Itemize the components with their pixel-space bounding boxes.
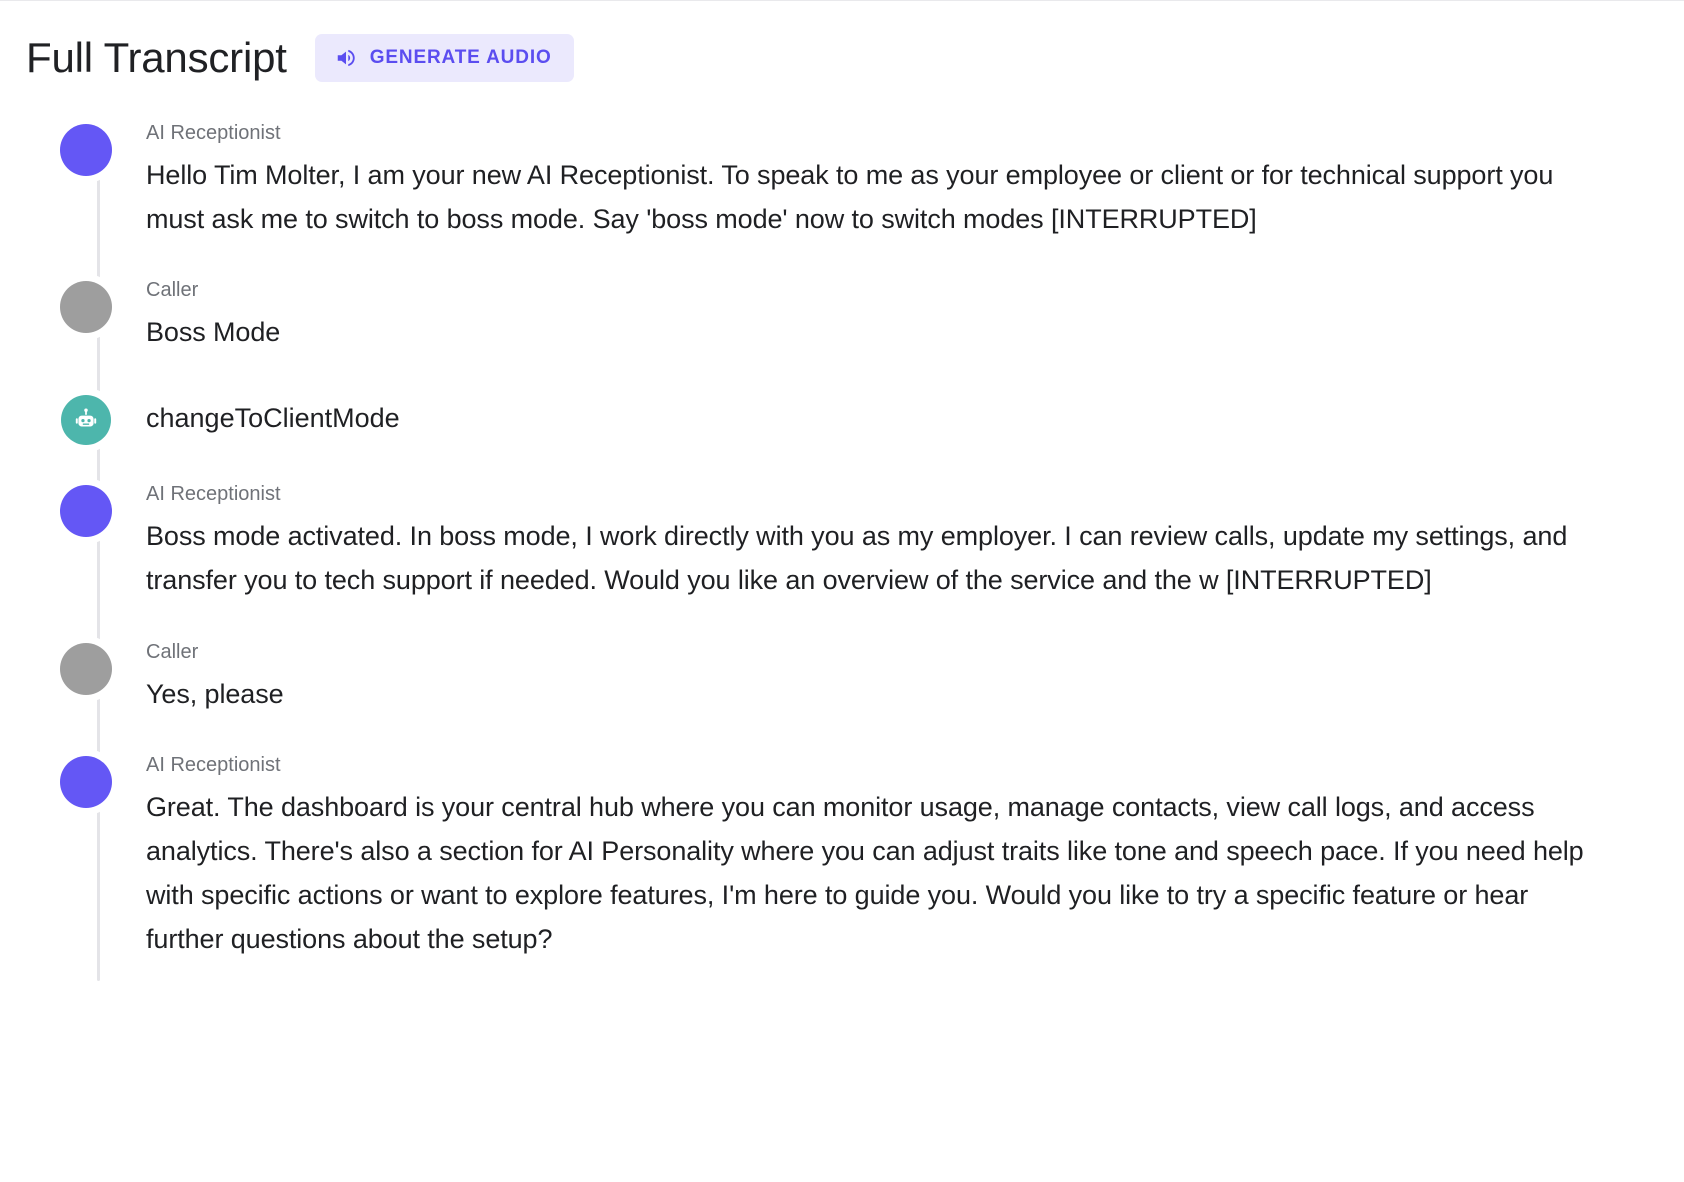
- timeline-marker: [26, 389, 146, 445]
- tool-call-name: changeToClientMode: [146, 403, 400, 434]
- caller-avatar-dot: [60, 643, 112, 695]
- robot-icon: [61, 395, 111, 445]
- entry-body: [146, 118, 1684, 241]
- entry-message: Boss mode activated. In boss mode, I work directly with you as my employer. I can review calls, update my settings, and transfer you to tech support if needed. Would you like an overview of the service and the w [INTERRUPTED]: [146, 521, 1568, 595]
- top-divider: [0, 0, 1684, 1]
- transcript-entry: [26, 750, 1684, 961]
- assistant-avatar-dot: [60, 485, 112, 537]
- entry-body: [146, 275, 1684, 355]
- assistant-avatar-dot: [60, 756, 112, 808]
- transcript-timeline: [0, 118, 1684, 961]
- entry-speaker: Caller: [146, 279, 199, 302]
- entry-body: [146, 479, 1684, 602]
- entry-message: Yes, please: [146, 678, 284, 709]
- speaker-icon: [335, 47, 357, 69]
- entry-body: [146, 750, 1684, 961]
- entry-message: Great. The dashboard is your central hub where you can monitor usage, manage contacts, view call logs, and access analytics. There's also a section for AI Personality where you can adjust traits like tone and speech pace. If you need help with specific actions or want to explore features, I'm here to guide you. Would you like to try a specific feature or hear further questions about the setup?: [146, 792, 1584, 954]
- entry-body: [146, 637, 1684, 717]
- caller-avatar-dot: [60, 281, 112, 333]
- timeline-marker: [26, 118, 146, 176]
- page-title: Full Transcript: [26, 33, 287, 81]
- entry-speaker: AI Receptionist: [146, 122, 281, 144]
- entry-body: [146, 389, 1684, 436]
- entry-message: Hello Tim Molter, I am your new AI Receptionist. To speak to me as your employee or client or for technical support you must ask me to switch to boss mode. Say 'boss mode' now to switch modes [INTERRUPTED]: [146, 160, 1554, 234]
- assistant-avatar-dot: [60, 124, 112, 176]
- transcript-entry: [26, 479, 1684, 602]
- entry-speaker: AI Receptionist: [146, 754, 281, 777]
- transcript-entry-tool: [26, 389, 1684, 445]
- timeline-marker: [26, 275, 146, 333]
- entry-speaker: AI Receptionist: [146, 483, 281, 506]
- timeline-marker: [26, 479, 146, 537]
- transcript-entry: [26, 275, 1684, 355]
- generate-audio-label: GENERATE AUDIO: [369, 47, 552, 68]
- timeline-marker: [26, 750, 146, 808]
- entry-message: Boss Mode: [146, 317, 281, 348]
- entry-speaker: Caller: [146, 640, 199, 663]
- transcript-header: [0, 0, 1684, 82]
- transcript-entry: [26, 118, 1684, 241]
- generate-audio-button[interactable]: [315, 34, 574, 82]
- transcript-entry: [26, 637, 1684, 717]
- timeline-marker: [26, 637, 146, 695]
